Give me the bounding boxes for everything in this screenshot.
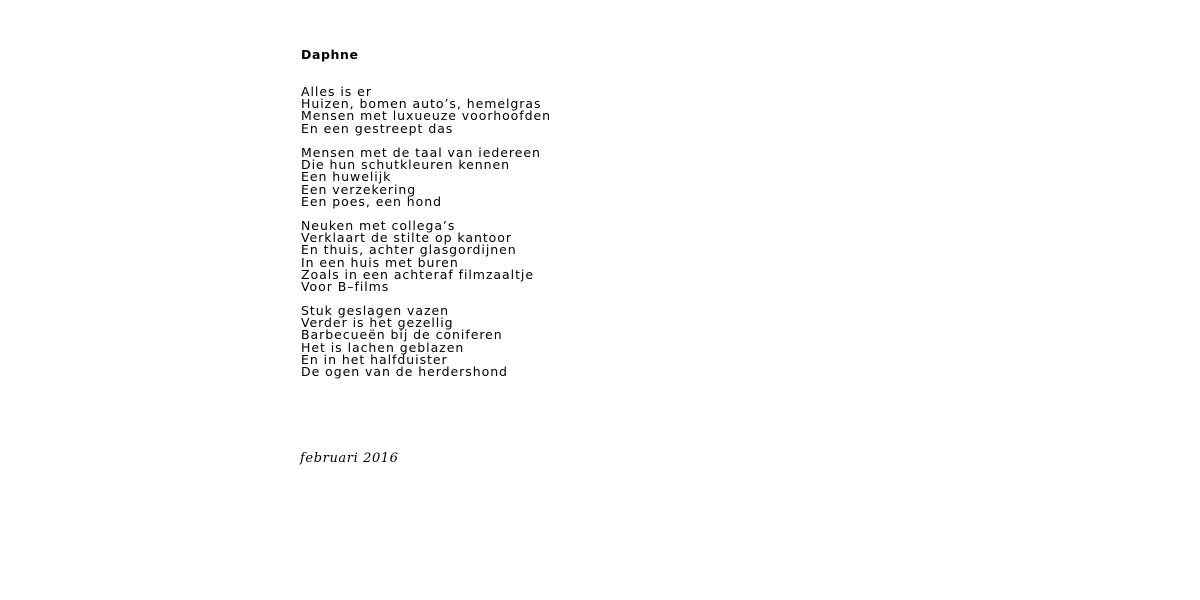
poem-line: En in het halfduister bbox=[301, 351, 448, 367]
poem-line: Een verzekering bbox=[301, 181, 417, 197]
stanza-2 bbox=[301, 147, 541, 208]
poem-line: In een huis met buren bbox=[301, 254, 459, 270]
poem-line: Verklaart de stilte op kantoor bbox=[301, 230, 512, 246]
poem-line: En een gestreept das bbox=[301, 120, 454, 136]
poem-line: Mensen met luxueuze voorhoofden bbox=[301, 108, 552, 124]
poem-line: Stuk geslagen vazen bbox=[301, 303, 450, 318]
poem-line: Mensen met de taal van iedereen bbox=[301, 145, 541, 160]
poem-line: De ogen van de herdershond bbox=[301, 364, 508, 380]
poem-line: Die hun schutkleuren kennen bbox=[301, 157, 510, 173]
poem-line: Voor B–films bbox=[301, 279, 390, 295]
poem-line: Het is lachen geblazen bbox=[301, 339, 465, 355]
poem-line: Zoals in een achteraf filmzaaltje bbox=[301, 266, 534, 282]
poem-line: Barbecueën bij de coniferen bbox=[301, 327, 503, 343]
stanza-3 bbox=[301, 220, 534, 293]
stanza-1 bbox=[301, 86, 551, 135]
poem-line: En thuis, achter glasgordijnen bbox=[301, 242, 517, 258]
poem-line: Alles is er bbox=[301, 84, 372, 99]
poem-line: Een poes, een hond bbox=[301, 193, 443, 209]
poem-line: Een huwelijk bbox=[301, 169, 392, 185]
document-page bbox=[300, 0, 900, 600]
poem-title: Daphne bbox=[301, 47, 359, 62]
poem-line: Verder is het gezellig bbox=[301, 315, 454, 331]
poem-line: Neuken met collega’s bbox=[301, 218, 456, 233]
poem-date: februari 2016 bbox=[300, 451, 399, 466]
stanza-4 bbox=[301, 305, 508, 378]
poem-line: Huizen, bomen auto’s, hemelgras bbox=[301, 96, 542, 112]
